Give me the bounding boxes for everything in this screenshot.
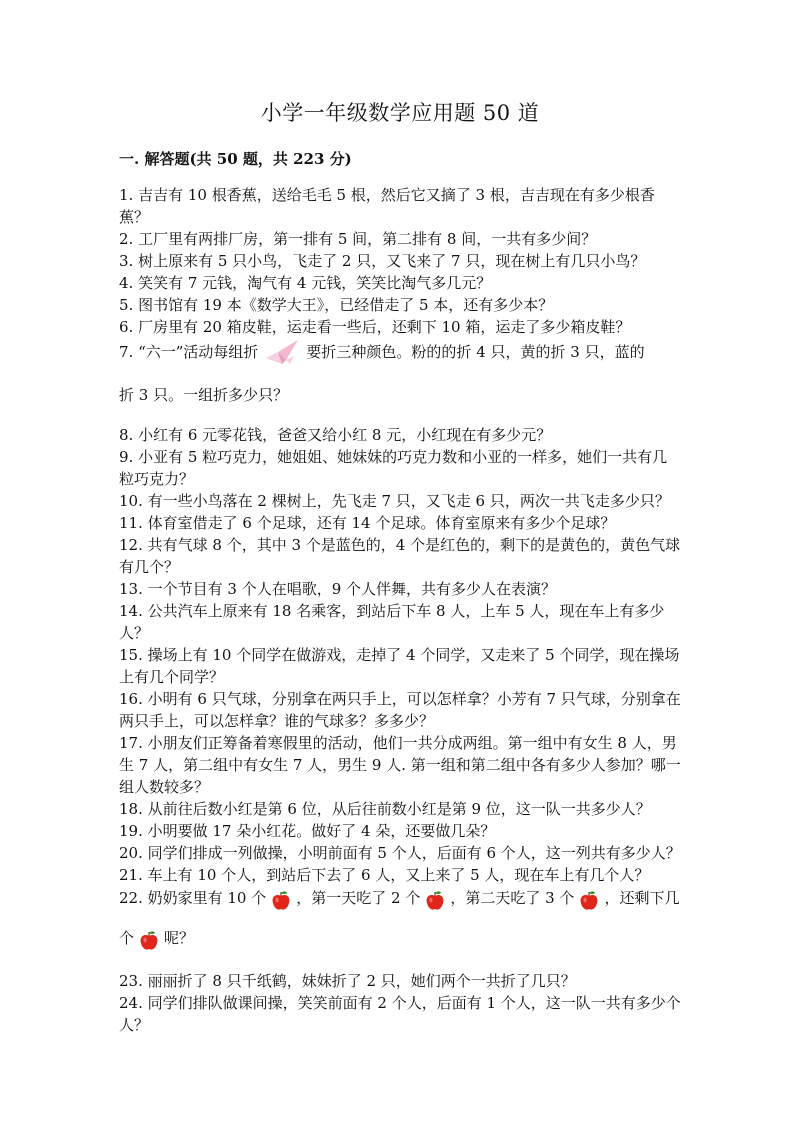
apple-icon bbox=[266, 886, 296, 912]
question-8: 8. 小红有 6 元零花钱，爸爸又给小红 8 元，小红现在有多少元？ bbox=[119, 426, 552, 444]
question-22 bbox=[119, 886, 681, 912]
question-19: 19. 小明要做 17 朵小红花。做好了 4 朵，还要做几朵？ bbox=[119, 822, 496, 840]
apple-icon bbox=[420, 886, 450, 912]
question-5: 5. 图书馆有 19 本《数学大王》，已经借走了 5 本，还有多少本？ bbox=[119, 296, 554, 314]
question-22-part-5: 个 bbox=[119, 929, 135, 947]
question-11: 11. 体育室借走了 6 个足球，还有 14 个足球。体育室原来有多少个足球？ bbox=[119, 514, 616, 532]
question-22-part-4: ，还剩下几 bbox=[604, 889, 680, 907]
question-2: 2. 工厂里有两排厂房，第一排有 5 间，第二排有 8 间，一共有多少间？ bbox=[119, 230, 597, 248]
question-7-part-2: 要折三种颜色。粉的的折 4 只，黄的折 3 只，蓝的 bbox=[306, 343, 645, 361]
question-20: 20. 同学们排成一列做操，小明前面有 5 个人，后面有 6 个人，这一列共有多少人？ bbox=[119, 844, 681, 862]
apple-icon bbox=[134, 926, 164, 952]
question-23: 23. 丽丽折了 8 只千纸鹤，妹妹折了 2 只，她们两个一共折了几只？ bbox=[119, 972, 576, 990]
question-22-part-3: ，第二天吃了 3 个 bbox=[450, 889, 575, 907]
question-list bbox=[119, 184, 681, 1036]
question-13: 13. 一个节目有 3 个人在唱歌，9 个人伴舞，共有多少人在表演？ bbox=[119, 580, 557, 598]
apple-icon bbox=[574, 886, 604, 912]
question-22-part-6: 呢？ bbox=[164, 929, 195, 947]
question-12: 12. 共有气球 8 个，其中 3 个是蓝色的，4 个是红色的，剩下的是黄色的，黄色气球有几个？ bbox=[119, 536, 681, 576]
question-16: 16. 小明有 6 只气球，分别拿在两只手上，可以怎样拿？小芳有 7 只气球，分别拿在两只手上，可以怎样拿？谁的气球多？多多少？ bbox=[119, 690, 681, 730]
question-7 bbox=[119, 338, 681, 368]
question-10: 10. 有一些小鸟落在 2 棵树上，先飞走 7 只，又飞走 6 只，两次一共飞走多少只？ bbox=[119, 492, 670, 510]
question-18: 18. 从前往后数小红是第 6 位，从后往前数小红是第 9 位，这一队一共多少人？ bbox=[119, 800, 651, 818]
question-24: 24. 同学们排队做课间操，笑笑前面有 2 个人，后面有 1 个人，这一队一共有多少个人？ bbox=[119, 994, 681, 1034]
section-heading: 一. 解答题(共 50 题，共 223 分) bbox=[119, 150, 352, 168]
question-17: 17. 小朋友们正筹备着寒假里的活动，他们一共分成两组。第一组中有女生 8 人，男生 7 人，第二组中有女生 7 人，男生 9 人. 第一组和第二组中各有多少人参加？哪一组人数较多？ bbox=[119, 734, 681, 796]
question-15: 15. 操场上有 10 个同学在做游戏，走掉了 4 个同学，又走来了 5 个同学，现在操场上有几个同学？ bbox=[119, 646, 680, 686]
question-3: 3. 树上原来有 5 只小鸟，飞走了 2 只，又飞来了 7 只，现在树上有几只小鸟？ bbox=[119, 252, 646, 270]
question-22-part-1: 22. 奶奶家里有 10 个 bbox=[119, 889, 267, 907]
question-1: 1. 吉吉有 10 根香蕉，送给毛毛 5 根，然后它又摘了 3 根，吉吉现在有多少根香蕉？ bbox=[119, 186, 655, 226]
question-6: 6. 厂房里有 20 箱皮鞋，运走看一些后，还剩下 10 箱，运走了多少箱皮鞋？ bbox=[119, 318, 631, 336]
question-22-continued bbox=[119, 926, 681, 952]
question-21: 21. 车上有 10 个人，到站后下去了 6 人，又上来了 5 人，现在车上有几个人？ bbox=[119, 866, 650, 884]
question-22-part-2: ，第一天吃了 2 个 bbox=[296, 889, 421, 907]
question-4: 4. 笑笑有 7 元钱，淘气有 4 元钱，笑笑比淘气多几元？ bbox=[119, 274, 492, 292]
paper-crane-icon bbox=[258, 338, 306, 368]
question-14: 14. 公共汽车上原来有 18 名乘客，到站后下车 8 人，上车 5 人，现在车上有多少人？ bbox=[119, 602, 665, 642]
question-7-continued: 折 3 只。一组折多少只？ bbox=[119, 386, 289, 404]
question-7-part-1: 7. “六一”活动每组折 bbox=[119, 343, 259, 361]
question-9: 9. 小亚有 5 粒巧克力，她姐姐、她妹妹的巧克力数和小亚的一样多，她们一共有几粒巧克力？ bbox=[119, 448, 668, 488]
page-title: 小学一年级数学应用题 50 道 bbox=[260, 101, 540, 125]
